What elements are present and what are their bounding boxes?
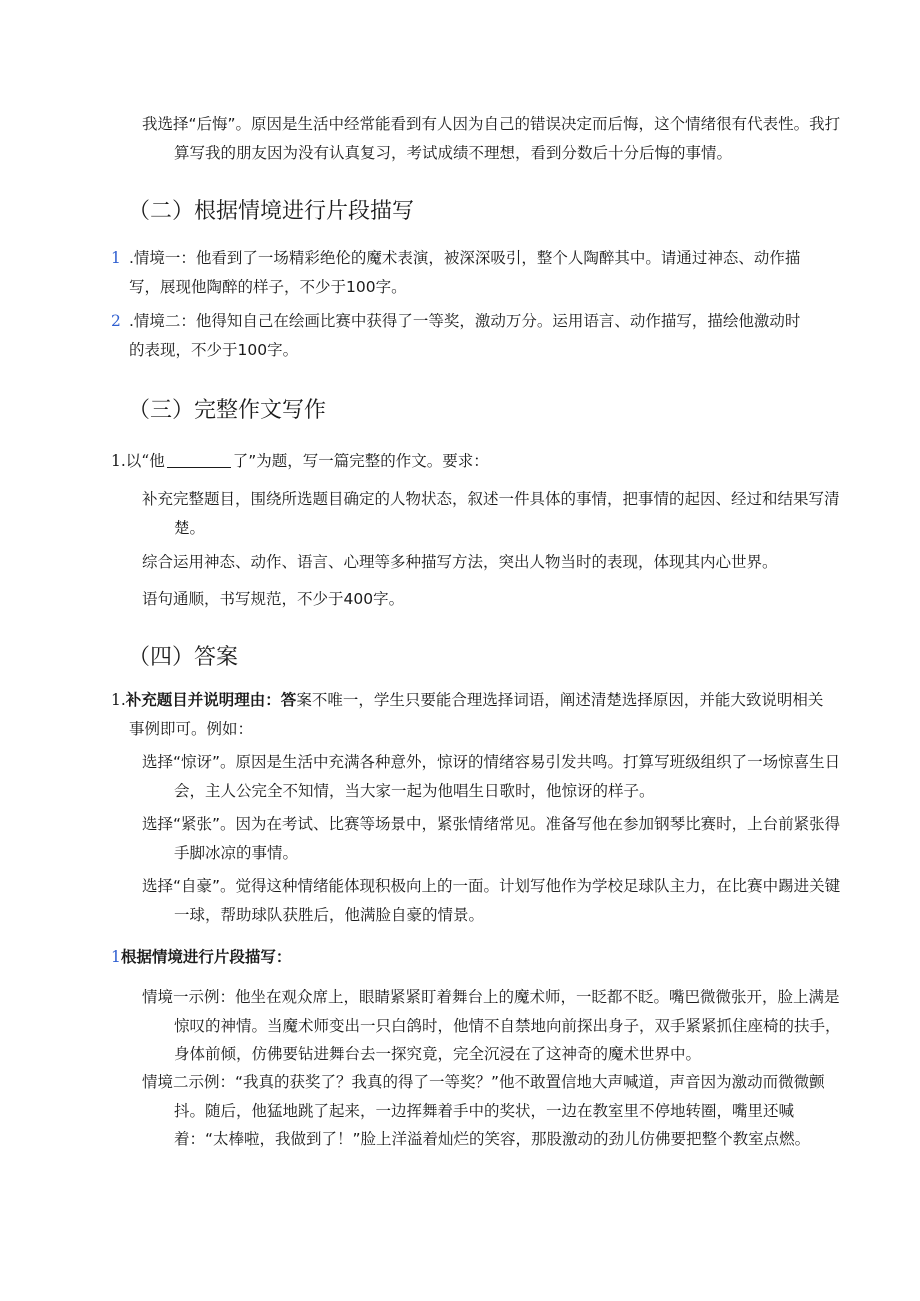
example-2: 选择“紧张”。因为在考试、比赛等场景中，紧张情绪常见。准备写他在参加钢琴比赛时，上台前紧张得手脚冰凉的事情。	[142, 815, 841, 862]
item-number: 2	[111, 312, 121, 330]
example-1: 选择“惊讶”。原因是生活中充满各种意外，惊讶的情绪容易引发共鸣。打算写班级组织了一场惊喜生日会，主人公完全不知情，当大家一起为他唱生日歌时，他惊讶的样子。	[142, 753, 841, 800]
task-prefix: 1.以“他	[111, 452, 165, 470]
requirement-1: 补充完整题目，围绕所选题目确定的人物状态，叙述一件具体的事情，把事情的起因、经过和结果写清楚。	[142, 490, 840, 537]
section2-item-2	[111, 307, 811, 364]
title-blank	[167, 451, 231, 468]
requirement-2: 综合运用神态、动作、语言、心理等多种描写方法，突出人物当时的表现，体现其内心世界。	[142, 553, 778, 571]
answer-1-text: 案不唯一，学生只要能合理选择词语，阐述清楚选择原因，并能大致说明相关事例即可。例如：	[129, 691, 824, 738]
section2-heading: （二）根据情境进行片段描写	[128, 199, 415, 224]
section2-item-1	[111, 244, 811, 301]
example-3: 选择“自豪”。觉得这种情绪能体现积极向上的一面。计划写他作为学校足球队主力，在比赛中踢进关键一球，帮助球队获胜后，他满脸自豪的情景。	[142, 877, 841, 924]
requirement-3: 语句通顺，书写规范，不少于400字。	[142, 590, 405, 608]
item-text: .情境二：他得知自己在绘画比赛中获得了一等奖，激动万分。运用语言、动作描写，描绘他激动时的表现，不少于100字。	[129, 312, 801, 359]
scenario-2-example: 情境二示例：“我真的获奖了？我真的得了一等奖？”他不敢置信地大声喊道，声音因为激动而微微颤抖。随后，他猛地跳了起来，一边挥舞着手中的奖状，一边在教室里不停地转圈，嘴里还喊着：“太棒啦，我做到了！”脸上洋溢着灿烂的笑容，那股激动的劲儿仿佛要把整个教室点燃。	[142, 1073, 825, 1148]
answer-2-bold: 根据情境进行片段描写：	[120, 948, 292, 966]
section4-heading: （四）答案	[128, 645, 239, 670]
scenario-1-example: 情境一示例：他坐在观众席上，眼睛紧紧盯着舞台上的魔术师，一眨都不眨。嘴巴微微张开，脸上满是惊叹的神情。当魔术师变出一只白鸽时，他情不自禁地向前探出身子，双手紧紧抓住座椅的扶手，身体前倾，仿佛要钻进舞台去一探究竟，完全沉浸在了这神奇的魔术世界中。	[142, 988, 841, 1063]
item-number: 1	[111, 249, 121, 267]
top-paragraph: 我选择“后悔”。原因是生活中经常能看到有人因为自己的错误决定而后悔，这个情绪很有代表性。我打算写我的朋友因为没有认真复习，考试成绩不理想，看到分数后十分后悔的事情。	[142, 115, 841, 162]
answer-1	[111, 686, 829, 743]
answer-2	[111, 943, 811, 972]
answer-1-bold: 补充题目并说明理由：答	[125, 691, 297, 709]
item-text: .情境一：他看到了一场精彩绝伦的魔术表演，被深深吸引，整个人陶醉其中。请通过神态、动作描写，展现他陶醉的样子，不少于100字。	[129, 249, 801, 296]
section3-heading: （三）完整作文写作	[128, 398, 327, 423]
section3-task	[111, 447, 811, 476]
task-suffix: 了”为题，写一篇完整的作文。要求：	[232, 452, 489, 470]
answer-2-number: 1	[111, 948, 121, 966]
answer-1-number: 1.	[111, 691, 126, 709]
